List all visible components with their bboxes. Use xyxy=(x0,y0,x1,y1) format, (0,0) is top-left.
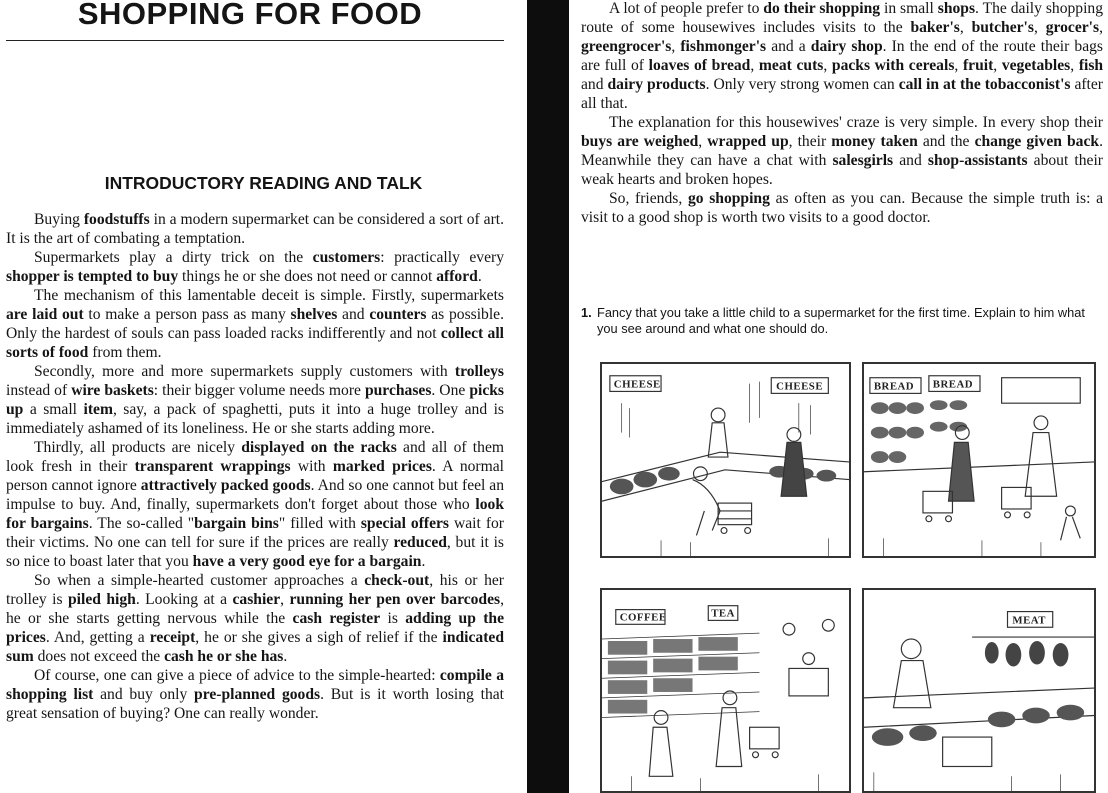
text-run: , he or she gives a sigh of relief if the xyxy=(195,629,443,646)
text-run: things he or she does not need or cannot xyxy=(178,268,437,285)
text-run: from them. xyxy=(88,344,162,361)
text-run: , xyxy=(280,591,290,608)
sign-tea: TEA xyxy=(711,607,735,620)
key-term: displayed on the racks xyxy=(241,439,397,456)
text-run: . xyxy=(477,268,482,285)
key-term: salesgirls xyxy=(832,152,894,169)
text-run: a small xyxy=(23,401,84,418)
key-term: cash register xyxy=(292,610,381,627)
text-run: A lot of people prefer to xyxy=(609,0,764,17)
key-term: shopper is tempted to buy xyxy=(6,268,179,285)
text-run: and all of them look fresh in their xyxy=(6,439,504,475)
text-run: , xyxy=(993,57,1002,74)
coffee-tea-shelves-illustration xyxy=(600,588,851,793)
text-run: about their weak hearts and broken hopes. xyxy=(581,152,1103,188)
text-run: , xyxy=(954,57,963,74)
text-run: " filled with xyxy=(278,515,361,532)
text-run: , their xyxy=(788,133,832,150)
meat-counter-illustration xyxy=(862,588,1096,793)
exercise-task xyxy=(581,305,1103,337)
text-run: and xyxy=(337,306,370,323)
text-run: and a xyxy=(766,38,811,55)
key-term: vegetables xyxy=(1001,57,1071,74)
text-run: , say, a pack of spaghetti, puts it into a huge trolley and is immediately ashamed of its loneliness. He or she starts adding more. xyxy=(6,401,504,437)
text-run: So, friends, xyxy=(609,190,688,207)
key-term: do their shopping xyxy=(763,0,881,17)
key-term: shop-assistants xyxy=(927,152,1028,169)
key-term: shops xyxy=(937,0,976,17)
paragraph xyxy=(581,189,1103,227)
paragraph xyxy=(6,210,504,248)
text-run: , xyxy=(698,133,708,150)
key-term: cash he or she has xyxy=(164,648,284,665)
text-run: as often as you can. Because the simple truth is: a visit to a good shop is worth two visits to a good doctor. xyxy=(581,190,1103,226)
text-run: as possible. Only the hardest of souls can pass loaded racks indifferently and not xyxy=(6,306,504,342)
text-run: , xyxy=(823,57,832,74)
text-run: , xyxy=(1070,57,1079,74)
key-term: purchases xyxy=(364,382,432,399)
key-term: compile a shopping list xyxy=(6,667,505,703)
text-run: Of course, one can give a piece of advice to the simple-hearted: xyxy=(34,667,440,684)
key-term: butcher's xyxy=(971,19,1034,36)
sign-cheese-left: CHEESE xyxy=(613,378,661,391)
cheese-counter-illustration xyxy=(600,362,851,558)
key-term: collect all sorts of food xyxy=(6,325,504,361)
text-run: and buy only xyxy=(93,686,195,703)
text-run: . Only very strong women can xyxy=(705,76,899,93)
key-term: go shopping xyxy=(687,190,770,207)
text-run: . Looking at a xyxy=(135,591,233,608)
paragraph xyxy=(6,362,504,438)
key-term: dairy products xyxy=(607,76,706,93)
right-body-text xyxy=(581,0,1103,227)
left-page xyxy=(0,0,527,793)
text-run: , xyxy=(1099,19,1103,36)
text-run: does not exceed the xyxy=(33,648,165,665)
text-run: : their bigger volume needs more xyxy=(153,382,365,399)
key-term: money taken xyxy=(831,133,918,150)
key-term: fruit xyxy=(962,57,994,74)
text-run: : practically every xyxy=(380,249,504,266)
key-term: baker's xyxy=(910,19,960,36)
text-run: The explanation for this housewives' craze is very simple. In every shop their xyxy=(609,114,1103,131)
key-term: special offers xyxy=(360,515,449,532)
text-run: with xyxy=(290,458,333,475)
paragraph xyxy=(581,0,1103,113)
key-term: indicated sum xyxy=(6,629,504,665)
text-run: after all that. xyxy=(581,76,1104,112)
text-run: in small xyxy=(880,0,938,17)
key-term: have a very good eye for a bargain xyxy=(192,553,422,570)
text-run: . The daily shopping route of some housewives includes visits to the xyxy=(581,0,1104,36)
section-subtitle: INTRODUCTORY READING AND TALK xyxy=(104,173,423,193)
sign-meat: MEAT xyxy=(1012,614,1046,627)
text-run: instead of xyxy=(6,382,72,399)
key-term: are laid out xyxy=(6,306,84,323)
text-run: Thirdly, all products are nicely xyxy=(34,439,242,456)
key-term: reduced xyxy=(393,534,447,551)
paragraph xyxy=(581,113,1103,189)
text-run: . But is it worth losing that great sensation of buying? One can really wonder. xyxy=(6,686,504,722)
title-rule xyxy=(6,40,504,41)
key-term: attractively packed goods xyxy=(140,477,311,494)
key-term: change given back xyxy=(974,133,1100,150)
key-term: cashier xyxy=(232,591,281,608)
key-term: fish xyxy=(1078,57,1104,74)
text-run: The mechanism of this lamentable deceit is simple. Firstly, supermarkets xyxy=(34,287,504,304)
text-run: , he or she starts getting nervous while the xyxy=(6,591,504,627)
key-term: receipt xyxy=(149,629,196,646)
sign-bread-left: BREAD xyxy=(873,380,915,393)
key-term: loaves of bread xyxy=(648,57,751,74)
text-run: Supermarkets play a dirty trick on the xyxy=(34,249,313,266)
text-run: . One xyxy=(431,382,470,399)
text-run: . A normal person cannot ignore xyxy=(6,458,505,494)
text-run: . Meanwhile they can have a chat with xyxy=(581,133,1103,169)
key-term: meat cuts xyxy=(758,57,824,74)
sign-cheese-right: CHEESE xyxy=(776,380,824,393)
book-gutter xyxy=(527,0,569,793)
key-term: shelves xyxy=(290,306,338,323)
text-run: , but it is so nice to boast later that you xyxy=(6,534,504,570)
key-term: afford xyxy=(436,268,478,285)
text-run: . In the end of the route their bags are full of xyxy=(581,38,1103,74)
sign-coffee: COFFEE xyxy=(619,611,667,624)
text-run: . xyxy=(421,553,426,570)
key-term: trolleys xyxy=(454,363,504,380)
exercise-text: Fancy that you take a little child to a supermarket for the first time. Explain to him what you see around and what one should do. xyxy=(597,305,1085,336)
key-term: adding up the prices xyxy=(6,610,504,646)
paragraph xyxy=(6,571,504,666)
text-run: . And, getting a xyxy=(45,629,150,646)
key-term: item xyxy=(83,401,113,418)
text-run: to make a person pass as many xyxy=(83,306,291,323)
key-term: picks up xyxy=(6,382,504,418)
key-term: transparent wrappings xyxy=(134,458,291,475)
text-run: is xyxy=(380,610,406,627)
text-run: So when a simple-hearted customer approaches a xyxy=(34,572,365,589)
text-run: . xyxy=(283,648,288,665)
key-term: greengrocer's xyxy=(581,38,672,55)
paragraph xyxy=(6,666,504,723)
bread-counter-illustration xyxy=(862,362,1096,558)
text-run: Secondly, more and more supermarkets supply customers with xyxy=(34,363,455,380)
text-run: . And so one cannot but feel an impulse to buy. And, finally, supermarkets don't forget about those who xyxy=(6,477,505,513)
key-term: check-out xyxy=(364,572,430,589)
text-run: and the xyxy=(917,133,975,150)
key-term: dairy shop xyxy=(810,38,883,55)
key-term: customers xyxy=(312,249,381,266)
key-term: fishmonger's xyxy=(680,38,767,55)
key-term: pre-planned goods xyxy=(194,686,321,703)
key-term: marked prices xyxy=(332,458,432,475)
key-term: counters xyxy=(369,306,427,323)
right-page xyxy=(569,0,1108,793)
page-title: SHOPPING FOR FOOD xyxy=(77,0,423,31)
key-term: call in at the tobacconist's xyxy=(898,76,1071,93)
key-term: bargain bins xyxy=(194,515,279,532)
text-run: , xyxy=(671,38,681,55)
key-term: piled high xyxy=(67,591,136,608)
text-run: . The so-called " xyxy=(88,515,195,532)
key-term: look for bargains xyxy=(6,496,504,532)
key-term: grocer's xyxy=(1045,19,1100,36)
key-term: running her pen over barcodes xyxy=(289,591,501,608)
text-run: wait for their victims. No one can tell for sure if the prices are really xyxy=(6,515,505,551)
paragraph xyxy=(6,286,504,362)
sign-bread-right: BREAD xyxy=(932,378,974,391)
text-run: and xyxy=(581,76,608,93)
left-body-text xyxy=(6,210,504,723)
text-run: , xyxy=(959,19,972,36)
text-run: , xyxy=(750,57,759,74)
paragraph xyxy=(6,248,504,286)
key-term: buys are weighed xyxy=(581,133,699,150)
paragraph xyxy=(6,438,504,571)
text-run: , xyxy=(1033,19,1046,36)
key-term: wrapped up xyxy=(707,133,789,150)
text-run: Buying xyxy=(34,211,84,228)
text-run: in a modern supermarket can be considered a sort of art. It is the art of combating a temptation. xyxy=(6,211,505,247)
key-term: foodstuffs xyxy=(83,211,150,228)
key-term: packs with cereals xyxy=(831,57,955,74)
key-term: wire baskets xyxy=(71,382,154,399)
text-run: and xyxy=(893,152,928,169)
exercise-number: 1. xyxy=(581,305,592,320)
text-run: , his or her trolley is xyxy=(6,572,504,608)
